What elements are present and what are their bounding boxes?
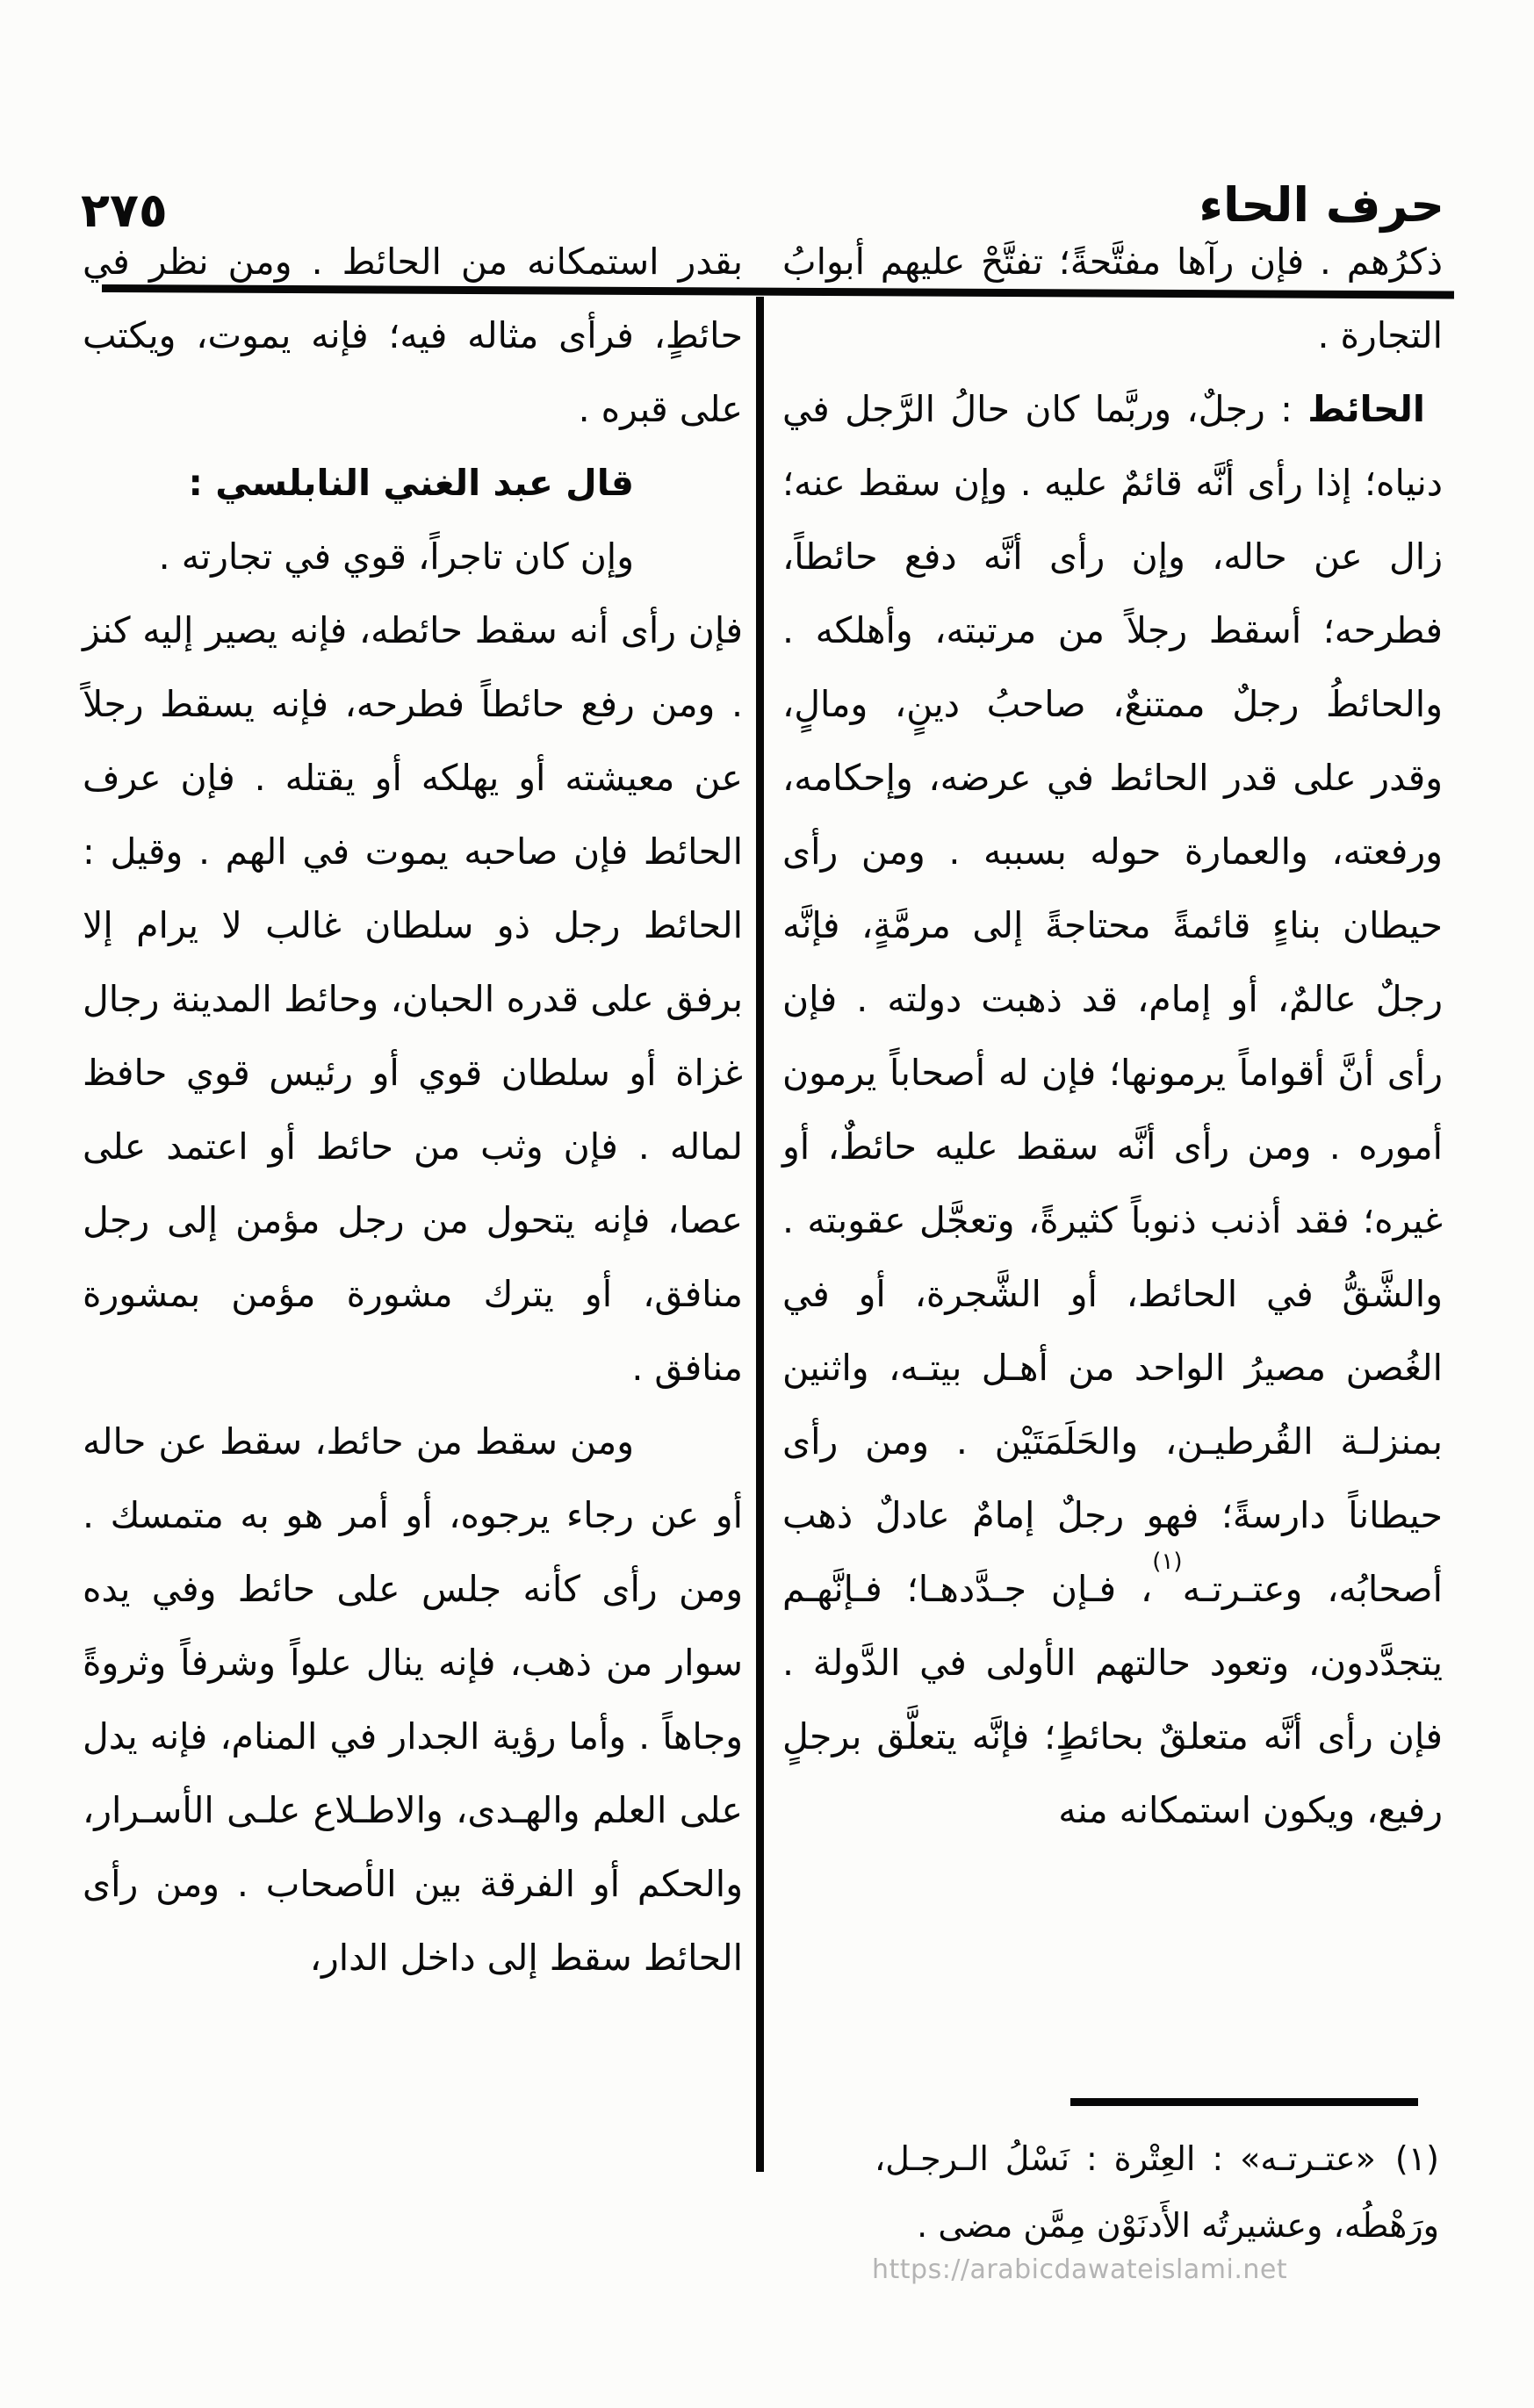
footnote-body: «عتـرتـه» : العِتْرة : نَسْلُ الـرجـل، ورَهْطُه، وعشيرتُه الأَدنَوْن مِمَّن مضى . xyxy=(875,2139,1439,2245)
attribution-line: قال عبد الغني النابلسي : xyxy=(188,462,634,504)
column-divider xyxy=(756,297,764,2172)
footnote-separator-rule xyxy=(1070,2098,1418,2106)
footnote-text xyxy=(782,2125,1443,2259)
entry-term: الحائط xyxy=(1307,388,1425,430)
watermark-url: https://arabicdawateislami.net xyxy=(872,2254,1288,2285)
entry-paragraph xyxy=(782,372,1443,1847)
left-column xyxy=(83,225,743,1995)
entry-separator: : xyxy=(1264,388,1308,430)
footnote-reference: (١) xyxy=(1152,1549,1183,1576)
entry-body-after-marker: ، فـإن جـدَّدهـا؛ فـإنَّهـم يتجدَّدون، وتعود حالتهم الأولى في الدَّولة . فإن رأى أنَّه متعلقٌ بحائطٍ؛ فإنَّه يتعلَّق برجلٍ رفيع، ويكون استمكانه منه xyxy=(782,1568,1443,1831)
right-column xyxy=(782,225,1443,1847)
footnote-marker: (١) xyxy=(1394,2139,1439,2178)
continuation-paragraph: ذكرُهم . فإن رآها مفتَّحةً؛ تفتَّحْ عليهم أبوابُ التجارة . xyxy=(782,241,1443,356)
left-paragraph-2: وإن كان تاجراً، قوي في تجارته . xyxy=(158,536,634,578)
left-paragraph-4: ومن سقط من حائط، سقط عن حاله أو عن رجاء يرجوه، أو أمر هو به متمسك . ومن رأى كأنه جلس على حائط وفي يده سوار من ذهب، فإنه ينال علواً وشرفاً وثروةً وجاهاً . وأما رؤية الجدار في المنام، فإنه يدل على العلم والهـدى، والاطـلاع علـى الأسـرار، والحكم أو الفرقة بين الأصحاب . ومن رأى الحائط سقط إلى داخل الدار، xyxy=(83,1420,743,1979)
left-paragraph-3: فإن رأى أنه سقط حائطه، فإنه يصير إليه كنز . ومن رفع حائطاً فطرحه، فإنه يسقط رجلاً عن معيشته أو يهلكه أو يقتله . فإن عرف الحائط فإن صاحبه يموت في الهم . وقيل : الحائط رجل ذو سلطان غالب لا يرام إلا برفق على قدره الحبان، وحائط المدينة رجال غزاة أو سلطان قوي أو رئيس قوي حافظ لماله . فإن وثب من حائط أو اعتمد على عصا، فإنه يتحول من رجل مؤمن إلى رجل منافق، أو يترك مشورة مؤمن بمشورة منافق . xyxy=(83,609,743,1389)
entry-body-before-marker: رجلٌ، وربَّما كان حالُ الرَّجل في دنياه؛ إذا رأى أنَّه قائمٌ عليه . وإن سقط عنه؛ زال عن حاله، وإن رأى أنَّه دفع حائطاً، فطرحه؛ أسقط رجلاً من مرتبته، وأهلكه . والحائطُ رجلٌ ممتنعٌ، صاحبُ دينٍ، ومالٍ، وقدر على قدر الحائط في عرضه، وإحكامه، ورفعته، والعمارة حوله بسببه . ومن رأى حيطان بناءٍ قائمةً محتاجةً إلى مرمَّةٍ، فإنَّه رجلٌ عالمٌ، أو إمام، قد ذهبت دولته . فإن رأى أنَّ أقواماً يرمونها؛ فإن له أصحاباً يرمون أموره . ومن رأى أنَّه سقط عليه حائطٌ، أو غيره؛ فقد أذنب ذنوباً كثيرةً، وتعجَّل عقوبته . والشَّقُّ في الحائط، أو الشَّجرة، أو في الغُصن مصيرُ الواحد من أهـل بيتـه، واثنين بمنزلـة القُرطيـن، والحَلَمَتَيْن . ومن رأى حيطاناً دارسةً؛ فهو رجلٌ إمامٌ عادلٌ ذهب أصحابُه، وعتـرتـه xyxy=(782,388,1443,1610)
footnote-block xyxy=(782,2098,1443,2259)
left-paragraph-1: بقدر استمكانه من الحائط . ومن نظر في حائطٍ، فرأى مثاله فيه؛ فإنه يموت، ويكتب على قبره . xyxy=(83,241,743,430)
chapter-title: حرف الحاء xyxy=(1199,177,1444,233)
page-number: ٢٧٥ xyxy=(81,183,168,238)
